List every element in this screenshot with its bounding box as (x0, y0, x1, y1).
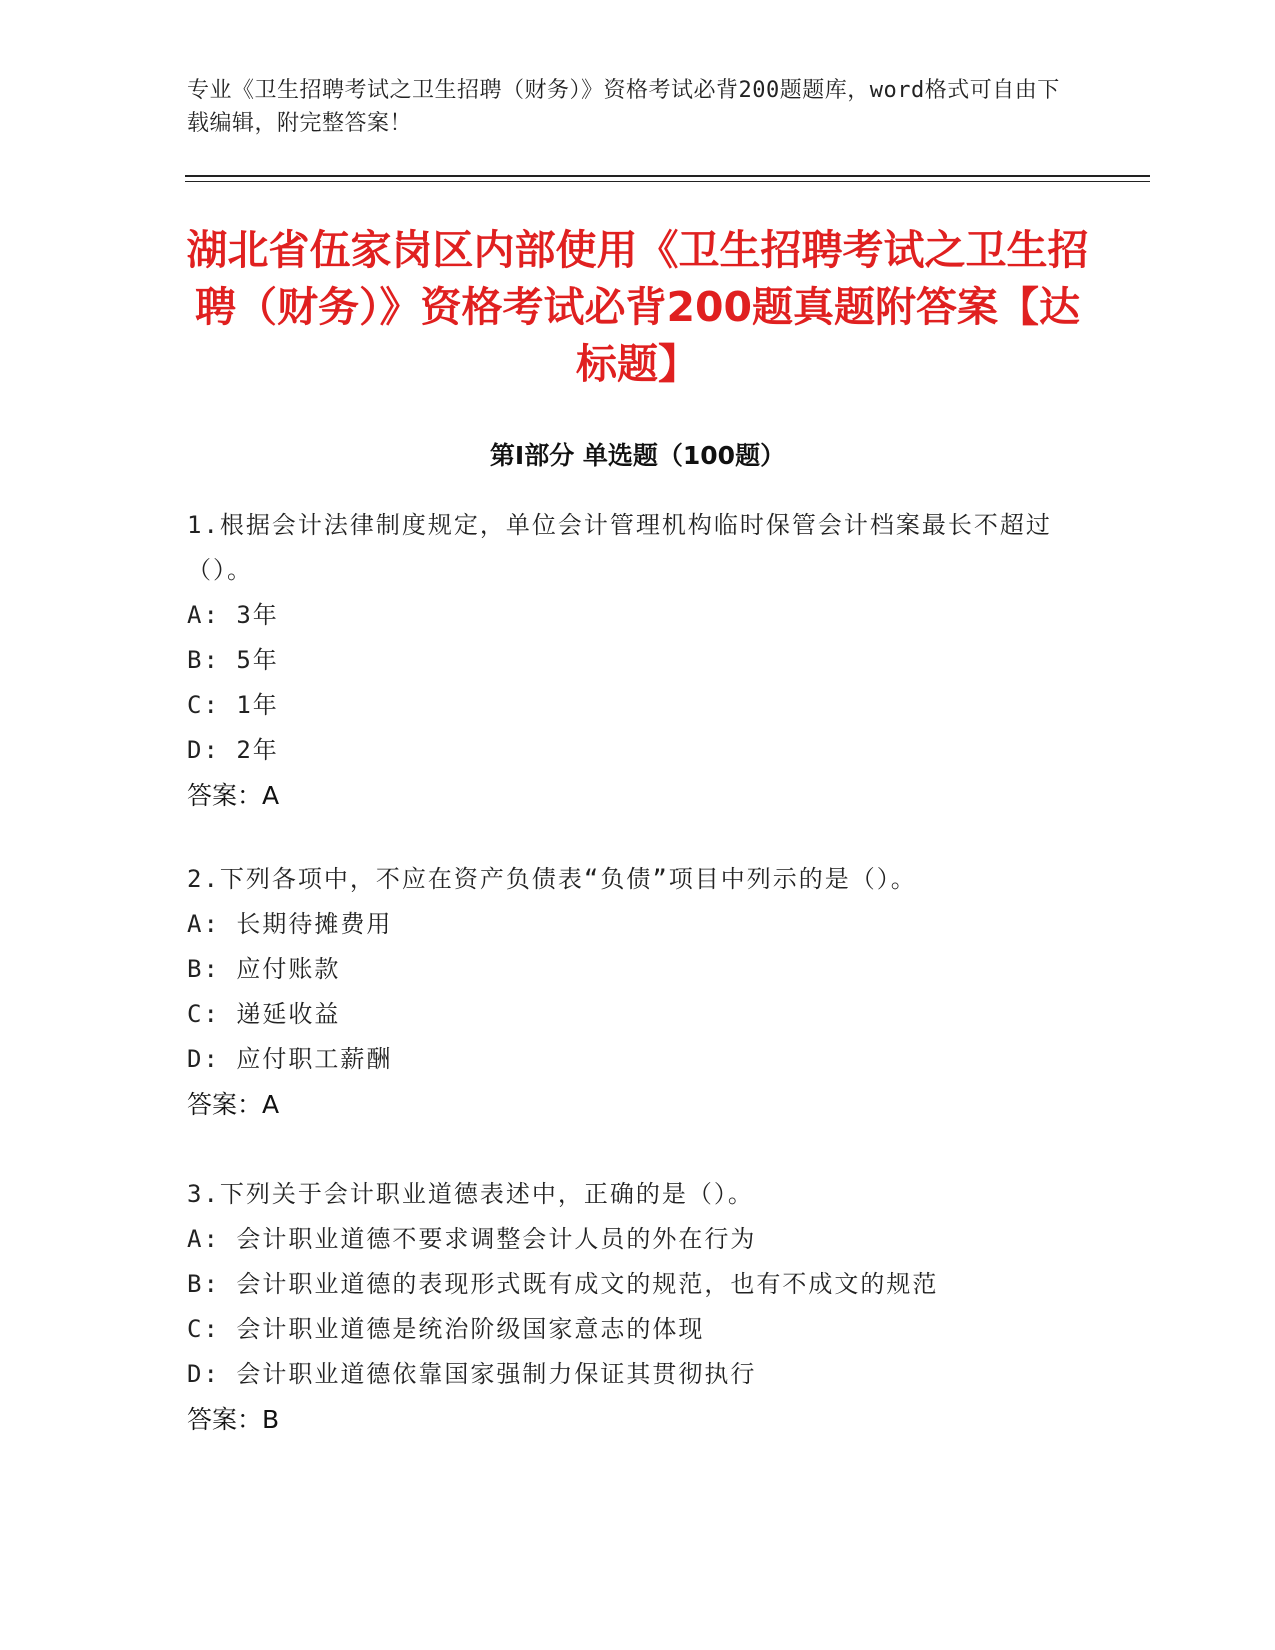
answer: 答案：A (187, 781, 280, 810)
question-stem: 1.根据会计法律制度规定，单位会计管理机构临时保管会计档案最长不超过（）。 (187, 511, 1052, 584)
header-note: 专业《卫生招聘考试之卫生招聘（财务）》资格考试必背200题题库，word格式可自由下载编辑，附完整答案！ (187, 78, 1060, 136)
option-d: D: 2年 (187, 736, 279, 764)
question-stem: 3.下列关于会计职业道德表述中，正确的是（）。 (187, 1180, 754, 1208)
section-title: 第I部分 单选题（100题） (489, 441, 786, 470)
question-2 (187, 857, 1067, 1127)
option-c: C: 1年 (187, 691, 279, 719)
header-rule-thin (185, 181, 1150, 182)
option-b: B: 会计职业道德的表现形式既有成文的规范，也有不成文的规范 (187, 1270, 939, 1298)
option-b: B: 5年 (187, 646, 279, 674)
answer: 答案：B (187, 1405, 280, 1434)
question-stem: 2.下列各项中，不应在资产负债表“负债”项目中列示的是（）。 (187, 865, 917, 893)
option-a: A: 长期待摊费用 (187, 910, 393, 938)
header-rule-thick (185, 175, 1150, 177)
question-3 (187, 1172, 1067, 1442)
answer: 答案：A (187, 1090, 280, 1119)
option-c: C: 递延收益 (187, 1000, 341, 1028)
question-1 (187, 503, 1067, 818)
document-title: 湖北省伍家岗区内部使用《卫生招聘考试之卫生招聘（财务）》资格考试必背200题真题附答案【达标题】 (186, 226, 1089, 388)
option-c: C: 会计职业道德是统治阶级国家意志的体现 (187, 1315, 705, 1343)
option-b: B: 应付账款 (187, 955, 341, 983)
option-d: D: 会计职业道德依靠国家强制力保证其贯彻执行 (187, 1360, 757, 1388)
option-d: D: 应付职工薪酬 (187, 1045, 393, 1073)
option-a: A: 3年 (187, 601, 279, 629)
option-a: A: 会计职业道德不要求调整会计人员的外在行为 (187, 1225, 757, 1253)
